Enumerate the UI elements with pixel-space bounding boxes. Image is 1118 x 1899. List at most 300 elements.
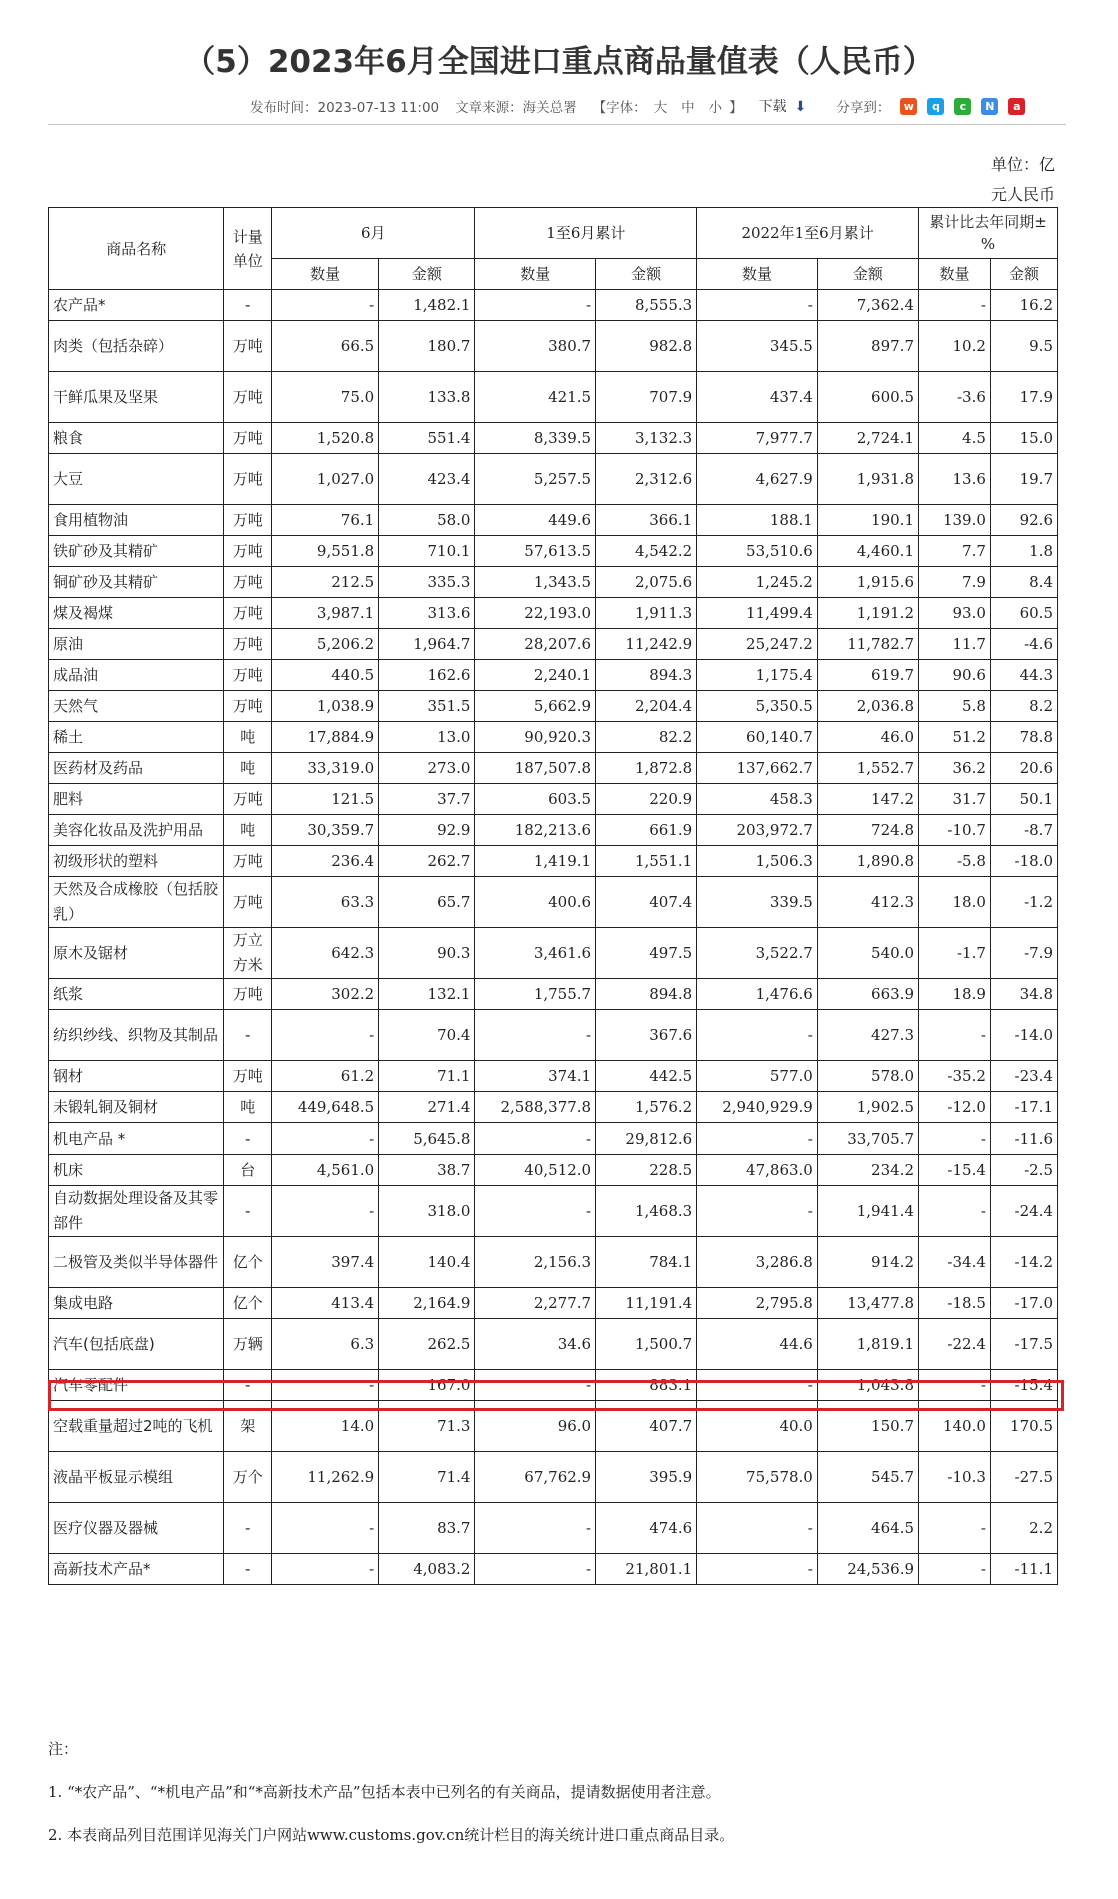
- row-value: 11.7: [919, 629, 991, 660]
- row-value: 1,343.5: [475, 567, 596, 598]
- row-value: 11,499.4: [697, 598, 818, 629]
- row-value: 1,551.1: [596, 846, 697, 877]
- row-value: 9,551.8: [271, 536, 378, 567]
- row-value: 1,506.3: [697, 846, 818, 877]
- table-row: [49, 691, 1058, 722]
- row-value: 53,510.6: [697, 536, 818, 567]
- row-value: 540.0: [817, 928, 918, 979]
- row-value: 37.7: [379, 784, 475, 815]
- row-value: 65.7: [379, 877, 475, 928]
- row-value: 1,500.7: [596, 1319, 697, 1370]
- row-value: 139.0: [919, 505, 991, 536]
- row-unit: 吨: [224, 1092, 272, 1123]
- row-value: 2,277.7: [475, 1288, 596, 1319]
- qzone-share-icon[interactable]: q: [927, 98, 944, 115]
- row-name: 农产品*: [49, 290, 224, 321]
- row-unit: 万吨: [224, 660, 272, 691]
- row-value: 75,578.0: [697, 1452, 818, 1503]
- row-value: -14.2: [990, 1237, 1057, 1288]
- font-large-button[interactable]: 大: [653, 100, 668, 116]
- row-name: 未锻轧铜及铜材: [49, 1092, 224, 1123]
- table-row: [49, 629, 1058, 660]
- row-value: 76.1: [271, 505, 378, 536]
- row-value: -34.4: [919, 1237, 991, 1288]
- row-unit: 吨: [224, 722, 272, 753]
- row-value: 190.1: [817, 505, 918, 536]
- row-value: 4,083.2: [379, 1554, 475, 1585]
- row-name: 自动数据处理设备及其零部件: [49, 1186, 224, 1237]
- row-name: 汽车(包括底盘): [49, 1319, 224, 1370]
- notes-label: 注：: [48, 1740, 79, 1758]
- row-value: 90.3: [379, 928, 475, 979]
- table-row: [49, 1155, 1058, 1186]
- table-row: [49, 1370, 1058, 1401]
- row-value: 8,555.3: [596, 290, 697, 321]
- row-value: 380.7: [475, 321, 596, 372]
- row-value: -: [271, 1554, 378, 1585]
- header-unit: 计量单位: [224, 208, 272, 290]
- row-value: 4,561.0: [271, 1155, 378, 1186]
- row-value: 28,207.6: [475, 629, 596, 660]
- table-row: [49, 753, 1058, 784]
- subheader-qty: 数量: [475, 259, 596, 290]
- row-value: -: [271, 290, 378, 321]
- row-value: 96.0: [475, 1401, 596, 1452]
- row-unit: 万吨: [224, 979, 272, 1010]
- header-row: [49, 208, 1058, 259]
- row-value: 61.2: [271, 1061, 378, 1092]
- row-unit: 吨: [224, 815, 272, 846]
- row-value: -: [475, 1370, 596, 1401]
- row-value: 440.5: [271, 660, 378, 691]
- row-value: 90,920.3: [475, 722, 596, 753]
- row-value: 1,576.2: [596, 1092, 697, 1123]
- row-unit: 万吨: [224, 691, 272, 722]
- page-title: （5）2023年6月全国进口重点商品量值表（人民币）: [184, 44, 934, 80]
- row-value: 1,941.4: [817, 1186, 918, 1237]
- row-value: 188.1: [697, 505, 818, 536]
- row-value: 40,512.0: [475, 1155, 596, 1186]
- row-name: 成品油: [49, 660, 224, 691]
- table-row: [49, 423, 1058, 454]
- row-value: 366.1: [596, 505, 697, 536]
- row-value: 1,964.7: [379, 629, 475, 660]
- row-value: 90.6: [919, 660, 991, 691]
- row-value: 82.2: [596, 722, 697, 753]
- row-value: -: [475, 290, 596, 321]
- row-value: 1,476.6: [697, 979, 818, 1010]
- row-name: 原木及锯材: [49, 928, 224, 979]
- row-value: 93.0: [919, 598, 991, 629]
- row-unit: 万吨: [224, 454, 272, 505]
- row-value: 9.5: [990, 321, 1057, 372]
- row-value: 5,257.5: [475, 454, 596, 505]
- row-value: 140.4: [379, 1237, 475, 1288]
- table-row: [49, 660, 1058, 691]
- row-value: 3,461.6: [475, 928, 596, 979]
- table-row: [49, 1503, 1058, 1554]
- row-value: 407.4: [596, 877, 697, 928]
- row-value: -15.4: [919, 1155, 991, 1186]
- row-value: 273.0: [379, 753, 475, 784]
- font-small-button[interactable]: 小: [708, 100, 723, 116]
- row-value: -: [697, 1554, 818, 1585]
- row-value: 578.0: [817, 1061, 918, 1092]
- row-value: 437.4: [697, 372, 818, 423]
- table-row: [49, 1319, 1058, 1370]
- row-value: 92.9: [379, 815, 475, 846]
- row-value: -: [271, 1010, 378, 1061]
- unit-note-line1: 单位：亿: [990, 155, 1055, 174]
- row-value: 13.6: [919, 454, 991, 505]
- publish-time: 发布时间：2023-07-13 11:00: [250, 100, 440, 116]
- row-value: -: [919, 1370, 991, 1401]
- row-name: 医药材及药品: [49, 753, 224, 784]
- row-value: -35.2: [919, 1061, 991, 1092]
- row-value: 21,801.1: [596, 1554, 697, 1585]
- row-unit: 万吨: [224, 423, 272, 454]
- row-name: 粮食: [49, 423, 224, 454]
- row-name: 天然及合成橡胶（包括胶乳）: [49, 877, 224, 928]
- row-value: -: [697, 1123, 818, 1155]
- table-row: [49, 454, 1058, 505]
- row-value: -: [697, 1010, 818, 1061]
- row-unit: -: [224, 290, 272, 321]
- row-value: 661.9: [596, 815, 697, 846]
- renren-share-icon[interactable]: N: [981, 98, 998, 115]
- row-value: 600.5: [817, 372, 918, 423]
- row-value: 710.1: [379, 536, 475, 567]
- row-unit: 万吨: [224, 846, 272, 877]
- row-value: 7.9: [919, 567, 991, 598]
- row-name: 铜矿砂及其精矿: [49, 567, 224, 598]
- row-value: 51.2: [919, 722, 991, 753]
- row-value: 1,755.7: [475, 979, 596, 1010]
- row-value: 16.2: [990, 290, 1057, 321]
- row-value: 894.8: [596, 979, 697, 1010]
- table-row: [49, 928, 1058, 979]
- table-row: [49, 815, 1058, 846]
- row-value: -: [271, 1123, 378, 1155]
- table-row: [49, 1288, 1058, 1319]
- row-value: 663.9: [817, 979, 918, 1010]
- row-value: 170.5: [990, 1401, 1057, 1452]
- row-value: -23.4: [990, 1061, 1057, 1092]
- row-value: -: [919, 1010, 991, 1061]
- row-value: 4,542.2: [596, 536, 697, 567]
- row-value: 57,613.5: [475, 536, 596, 567]
- table-row: [49, 321, 1058, 372]
- table-row: [49, 1401, 1058, 1452]
- row-value: 423.4: [379, 454, 475, 505]
- row-unit: 万吨: [224, 1061, 272, 1092]
- table-row: [49, 1061, 1058, 1092]
- row-value: -: [919, 1123, 991, 1155]
- row-value: 18.9: [919, 979, 991, 1010]
- table-body: [49, 290, 1058, 1585]
- table-row: [49, 784, 1058, 815]
- row-value: 15.0: [990, 423, 1057, 454]
- row-value: 11,242.9: [596, 629, 697, 660]
- row-value: 137,662.7: [697, 753, 818, 784]
- row-unit: 万辆: [224, 1319, 272, 1370]
- row-value: 339.5: [697, 877, 818, 928]
- row-name: 液晶平板显示模组: [49, 1452, 224, 1503]
- row-value: 58.0: [379, 505, 475, 536]
- row-value: -11.6: [990, 1123, 1057, 1155]
- subheader-qty: 数量: [697, 259, 818, 290]
- download-link[interactable]: [759, 96, 807, 116]
- row-value: -18.0: [990, 846, 1057, 877]
- row-name: 食用植物油: [49, 505, 224, 536]
- row-name: 机电产品 *: [49, 1123, 224, 1155]
- row-value: -: [271, 1186, 378, 1237]
- row-value: 60,140.7: [697, 722, 818, 753]
- unit-note-line2: 元人民币: [990, 185, 1055, 204]
- row-value: 121.5: [271, 784, 378, 815]
- row-unit: 万吨: [224, 784, 272, 815]
- row-value: 2,075.6: [596, 567, 697, 598]
- row-value: 262.7: [379, 846, 475, 877]
- row-value: 5,206.2: [271, 629, 378, 660]
- table-row: [49, 1092, 1058, 1123]
- row-value: 50.1: [990, 784, 1057, 815]
- row-value: 3,286.8: [697, 1237, 818, 1288]
- table-row: [49, 1010, 1058, 1061]
- row-value: 18.0: [919, 877, 991, 928]
- row-unit: -: [224, 1503, 272, 1554]
- row-value: 236.4: [271, 846, 378, 877]
- row-value: -3.6: [919, 372, 991, 423]
- row-value: 1,175.4: [697, 660, 818, 691]
- row-value: 397.4: [271, 1237, 378, 1288]
- table-row: [49, 567, 1058, 598]
- row-value: 351.5: [379, 691, 475, 722]
- row-value: 60.5: [990, 598, 1057, 629]
- row-value: 83.7: [379, 1503, 475, 1554]
- row-name: 干鲜瓜果及坚果: [49, 372, 224, 423]
- row-value: 412.3: [817, 877, 918, 928]
- row-value: -12.0: [919, 1092, 991, 1123]
- row-unit: 万立方米: [224, 928, 272, 979]
- row-value: 203,972.7: [697, 815, 818, 846]
- font-medium-button[interactable]: 中: [681, 100, 695, 116]
- row-value: 1,027.0: [271, 454, 378, 505]
- row-name: 原油: [49, 629, 224, 660]
- row-name: 天然气: [49, 691, 224, 722]
- row-value: 1,468.3: [596, 1186, 697, 1237]
- row-value: 1,915.6: [817, 567, 918, 598]
- row-unit: 亿个: [224, 1237, 272, 1288]
- article-source: 文章来源：海关总署: [455, 100, 577, 116]
- row-value: 302.2: [271, 979, 378, 1010]
- row-value: 63.3: [271, 877, 378, 928]
- row-value: 603.5: [475, 784, 596, 815]
- row-value: 262.5: [379, 1319, 475, 1370]
- row-value: 619.7: [817, 660, 918, 691]
- row-value: 1,552.7: [817, 753, 918, 784]
- table-row: [49, 722, 1058, 753]
- row-value: -10.3: [919, 1452, 991, 1503]
- row-name: 铁矿砂及其精矿: [49, 536, 224, 567]
- subheader-amt: 金额: [817, 259, 918, 290]
- row-value: -24.4: [990, 1186, 1057, 1237]
- row-value: 11,262.9: [271, 1452, 378, 1503]
- row-value: 3,132.3: [596, 423, 697, 454]
- row-value: 707.9: [596, 372, 697, 423]
- row-value: 24,536.9: [817, 1554, 918, 1585]
- row-name: 高新技术产品*: [49, 1554, 224, 1585]
- row-value: 40.0: [697, 1401, 818, 1452]
- note-2: 2. 本表商品列目范围详见海关门户网站www.customs.gov.cn统计栏目的海关统计进口重点商品目录。: [48, 1826, 735, 1844]
- row-value: 46.0: [817, 722, 918, 753]
- row-value: 4,627.9: [697, 454, 818, 505]
- row-value: 7,362.4: [817, 290, 918, 321]
- row-value: 2,204.4: [596, 691, 697, 722]
- row-value: 71.1: [379, 1061, 475, 1092]
- row-value: 1,245.2: [697, 567, 818, 598]
- row-value: 19.7: [990, 454, 1057, 505]
- row-value: 44.6: [697, 1319, 818, 1370]
- row-unit: 万个: [224, 1452, 272, 1503]
- table-row: [49, 1186, 1058, 1237]
- row-value: 894.3: [596, 660, 697, 691]
- row-value: 6.3: [271, 1319, 378, 1370]
- subheader-amt: 金额: [379, 259, 475, 290]
- header-yoy: [919, 208, 1058, 259]
- row-value: -17.5: [990, 1319, 1057, 1370]
- download-icon: ⬇: [794, 99, 807, 115]
- row-value: 34.8: [990, 979, 1057, 1010]
- row-value: 271.4: [379, 1092, 475, 1123]
- row-name: 钢材: [49, 1061, 224, 1092]
- row-value: 5,662.9: [475, 691, 596, 722]
- row-value: 17,884.9: [271, 722, 378, 753]
- row-value: -10.7: [919, 815, 991, 846]
- table-row: [49, 536, 1058, 567]
- row-unit: 万吨: [224, 567, 272, 598]
- row-value: -: [697, 1503, 818, 1554]
- row-value: 8,339.5: [475, 423, 596, 454]
- row-value: -: [697, 1186, 818, 1237]
- table-row: [49, 1554, 1058, 1585]
- row-value: 545.7: [817, 1452, 918, 1503]
- row-value: 8.2: [990, 691, 1057, 722]
- row-value: 1,520.8: [271, 423, 378, 454]
- row-value: 449.6: [475, 505, 596, 536]
- row-value: 67,762.9: [475, 1452, 596, 1503]
- row-value: -4.6: [990, 629, 1057, 660]
- row-value: 7,977.7: [697, 423, 818, 454]
- pdf-share-icon[interactable]: a: [1008, 98, 1025, 115]
- row-value: -14.0: [990, 1010, 1057, 1061]
- row-value: 92.6: [990, 505, 1057, 536]
- row-value: 212.5: [271, 567, 378, 598]
- row-unit: 万吨: [224, 321, 272, 372]
- header-yoy-line1: 累计比去年同期±: [929, 213, 1047, 231]
- row-value: 11,782.7: [817, 629, 918, 660]
- row-value: 1,872.8: [596, 753, 697, 784]
- row-value: 421.5: [475, 372, 596, 423]
- row-value: 2,036.8: [817, 691, 918, 722]
- row-value: 374.1: [475, 1061, 596, 1092]
- row-value: 22,193.0: [475, 598, 596, 629]
- row-name: 二极管及类似半导体器件: [49, 1237, 224, 1288]
- download-label: 下载: [758, 99, 787, 115]
- row-value: 982.8: [596, 321, 697, 372]
- row-value: 187,507.8: [475, 753, 596, 784]
- row-unit: 万吨: [224, 598, 272, 629]
- row-value: 1,911.3: [596, 598, 697, 629]
- row-value: -: [271, 1370, 378, 1401]
- row-unit: -: [224, 1186, 272, 1237]
- row-name: 肥料: [49, 784, 224, 815]
- row-value: -: [697, 1370, 818, 1401]
- row-value: 47,863.0: [697, 1155, 818, 1186]
- row-value: -: [697, 290, 818, 321]
- row-value: -: [475, 1554, 596, 1585]
- row-value: 1,482.1: [379, 290, 475, 321]
- row-value: 1,419.1: [475, 846, 596, 877]
- row-value: 2,795.8: [697, 1288, 818, 1319]
- row-value: 5,350.5: [697, 691, 818, 722]
- row-name: 医疗仪器及器械: [49, 1503, 224, 1554]
- row-value: 497.5: [596, 928, 697, 979]
- weibo-share-icon[interactable]: w: [900, 98, 917, 115]
- row-unit: 亿个: [224, 1288, 272, 1319]
- row-value: 367.6: [596, 1010, 697, 1061]
- row-unit: 万吨: [224, 536, 272, 567]
- row-value: 182,213.6: [475, 815, 596, 846]
- row-unit: 架: [224, 1401, 272, 1452]
- row-value: 5,645.8: [379, 1123, 475, 1155]
- row-name: 大豆: [49, 454, 224, 505]
- row-value: 70.4: [379, 1010, 475, 1061]
- row-name: 煤及褐煤: [49, 598, 224, 629]
- row-value: 66.5: [271, 321, 378, 372]
- row-value: -17.0: [990, 1288, 1057, 1319]
- row-value: 33,705.7: [817, 1123, 918, 1155]
- import-data-table: [48, 207, 1058, 1585]
- row-value: -15.4: [990, 1370, 1057, 1401]
- row-value: -: [475, 1186, 596, 1237]
- row-unit: -: [224, 1010, 272, 1061]
- row-value: 427.3: [817, 1010, 918, 1061]
- row-name: 空载重量超过2吨的飞机: [49, 1401, 224, 1452]
- row-value: -: [919, 1503, 991, 1554]
- header-yoy-line2: %: [980, 235, 996, 253]
- row-value: 413.4: [271, 1288, 378, 1319]
- row-value: 784.1: [596, 1237, 697, 1288]
- row-value: 1,038.9: [271, 691, 378, 722]
- row-value: 14.0: [271, 1401, 378, 1452]
- row-unit: 万吨: [224, 877, 272, 928]
- wechat-share-icon[interactable]: c: [954, 98, 971, 115]
- row-value: 71.4: [379, 1452, 475, 1503]
- row-value: 2.2: [990, 1503, 1057, 1554]
- row-value: 2,240.1: [475, 660, 596, 691]
- row-value: 75.0: [271, 372, 378, 423]
- row-value: 335.3: [379, 567, 475, 598]
- header-june: 6月: [271, 208, 475, 259]
- subheader-amt: 金额: [596, 259, 697, 290]
- row-unit: 台: [224, 1155, 272, 1186]
- row-name: 集成电路: [49, 1288, 224, 1319]
- row-value: 4.5: [919, 423, 991, 454]
- row-value: 25,247.2: [697, 629, 818, 660]
- table-row: [49, 1123, 1058, 1155]
- row-name: 肉类（包括杂碎）: [49, 321, 224, 372]
